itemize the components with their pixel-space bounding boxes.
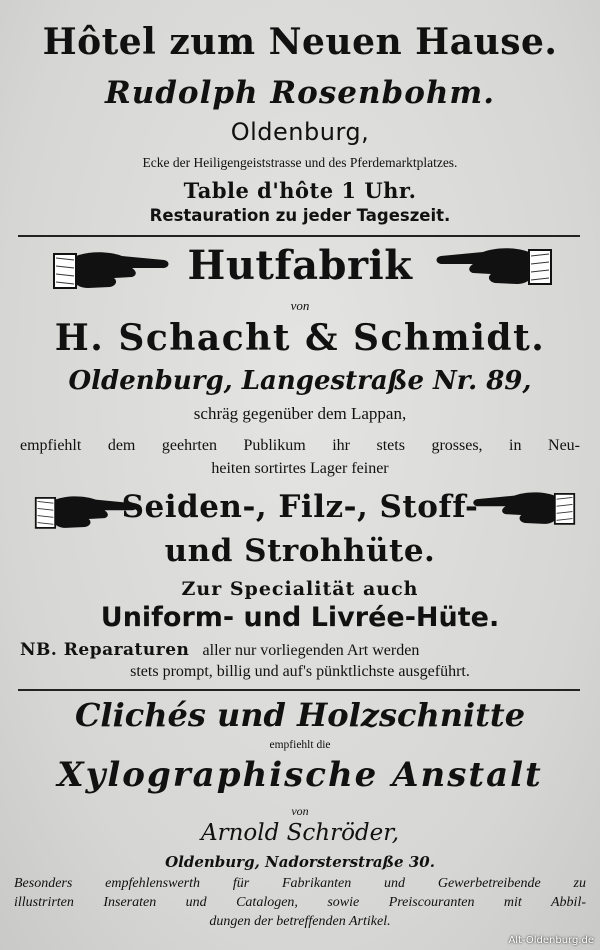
- divider-rule: [18, 235, 580, 237]
- nb-text-line2: stets prompt, billig und auf's pünktlichste ausgeführt.: [130, 663, 470, 680]
- hotel-title: Hôtel zum Neuen Hause.: [42, 21, 558, 63]
- hutfabrik-company: H. Schacht & Schmidt.: [54, 317, 546, 359]
- hotel-restauration: Restauration zu jeder Tageszeit.: [149, 206, 451, 225]
- xylo-empfiehlt: empfiehlt die: [269, 739, 331, 751]
- hotel-address: Ecke der Heiligengeiststrasse und des Pferdemarktplatzes.: [142, 155, 458, 170]
- hutfabrik-location: schräg gegenüber dem Lappan,: [193, 404, 407, 423]
- hutfabrik-text-line2: heiten sortirtes Lager feiner: [211, 460, 389, 477]
- xylo-address: Oldenburg, Nadorsterstraße 30.: [165, 853, 435, 871]
- hotel-city: Oldenburg,: [230, 118, 370, 146]
- pointing-hand-left-icon: [435, 242, 553, 290]
- nb-text: aller nur vorliegenden Art werden: [202, 642, 420, 659]
- nb-label: NB. Reparaturen: [20, 640, 190, 660]
- hutfabrik-title: Hutfabrik: [187, 242, 413, 289]
- divider-rule: [18, 689, 580, 691]
- hutfabrik-speciality: Zur Specialität auch: [181, 578, 419, 600]
- xylo-text-line1: Besonders empfehlenswerth für Fabrikanten und Gewerbetreibende zu: [14, 876, 586, 891]
- hutfabrik-text-line1: empfiehlt dem geehrten Publikum ihr stets grosses, in Neu-: [20, 437, 580, 454]
- hutfabrik-products-line2: und Strohhüte.: [164, 533, 436, 569]
- hutfabrik-uniform: Uniform- und Livrée-Hüte.: [100, 602, 500, 633]
- hutfabrik-nb-row: [20, 642, 580, 659]
- hotel-owner: Rudolph Rosenbohm.: [104, 75, 496, 111]
- xylo-title: Clichés und Holzschnitte: [74, 696, 526, 734]
- hutfabrik-products-line1: Seiden-, Filz-, Stoff-: [121, 489, 479, 525]
- hutfabrik-address: Oldenburg, Langestraße Nr. 89,: [68, 366, 532, 396]
- xylo-owner: Arnold Schröder,: [200, 820, 400, 846]
- xylo-text-line2: illustrirten Inseraten und Catalogen, sowie Preiscouranten mit Abbil-: [14, 895, 586, 910]
- hotel-table-dhote: Table d'hôte 1 Uhr.: [183, 178, 417, 203]
- xylo-text-line3: dungen der betreffenden Artikel.: [209, 914, 391, 929]
- pointing-hand-left-icon: [472, 486, 576, 530]
- watermark: Alt-Oldenburg.de: [508, 935, 594, 946]
- hutfabrik-von: von: [290, 298, 310, 313]
- xylo-institute: Xylographische Anstalt: [57, 755, 543, 795]
- xylo-von: von: [291, 804, 309, 818]
